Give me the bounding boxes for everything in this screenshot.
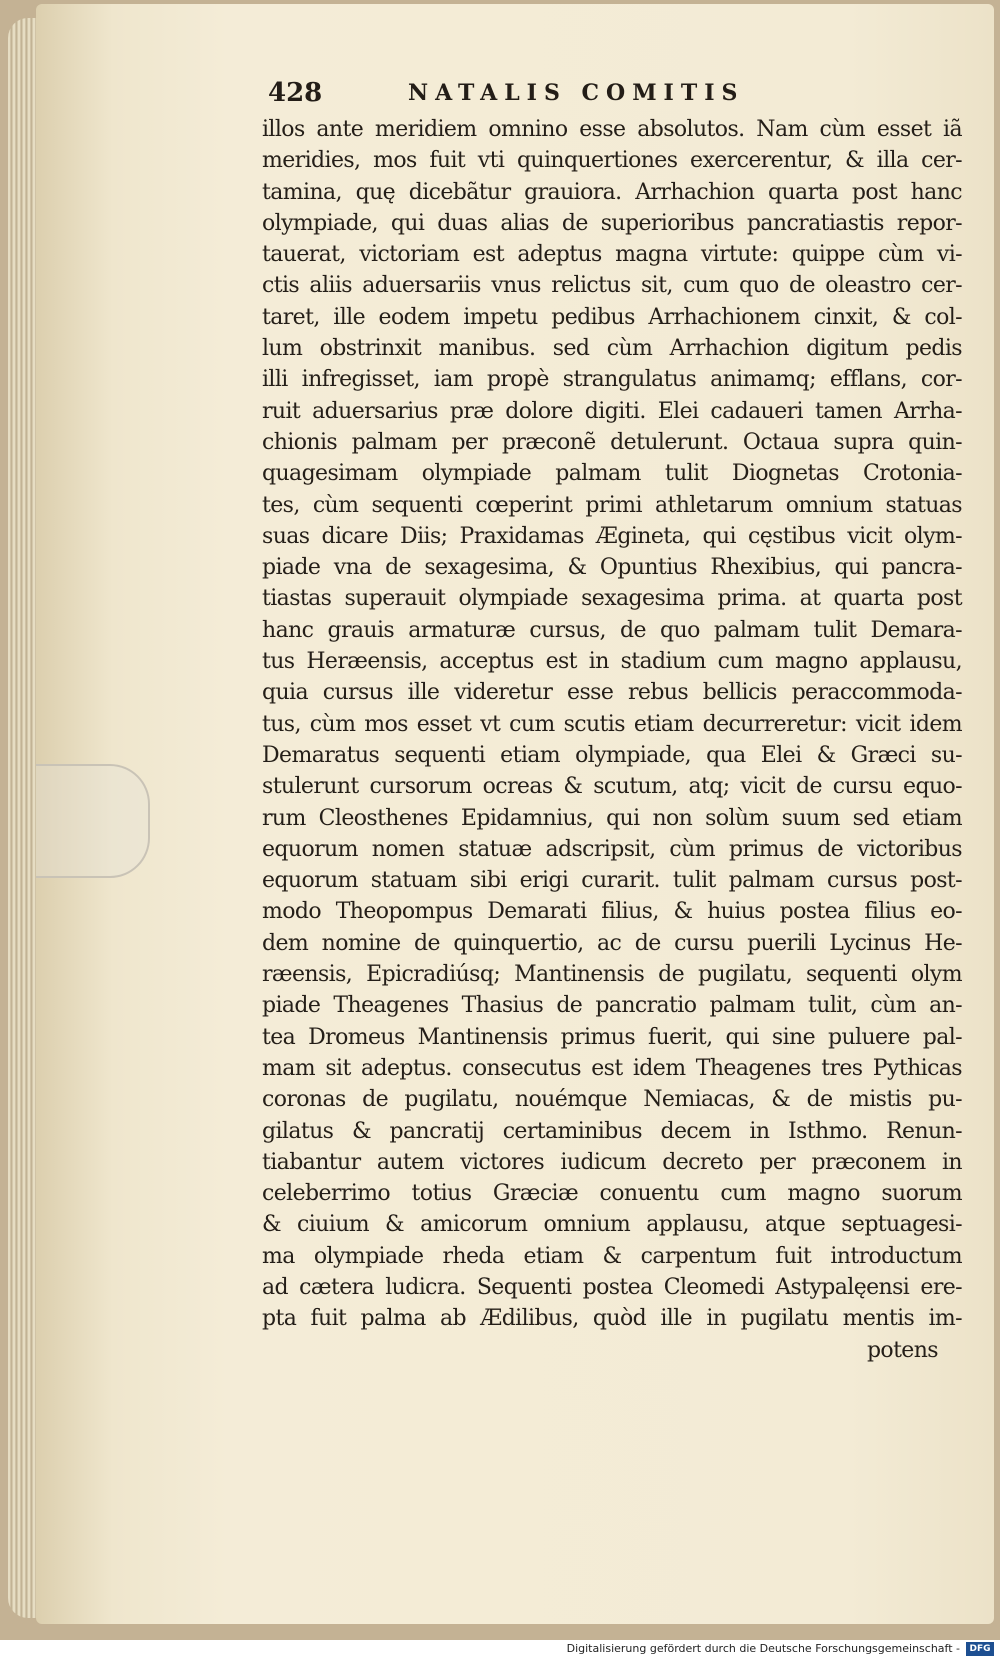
- text-line: celeberrimo totius Græciæ conuentu cum magno suorum: [262, 1181, 962, 1207]
- text-line: tauerat, victoriam est adeptus magna virtute: quippe cùm vi-: [262, 242, 962, 268]
- book-clip: [36, 764, 150, 878]
- catchword: potens: [866, 1337, 938, 1363]
- text-line: equorum nomen statuæ adscripsit, cùm primus de victoribus: [262, 836, 962, 862]
- text-line: dem nomine de quinquertio, ac de cursu puerili Lycinus He-: [262, 930, 962, 956]
- text-line: ruit aduersarius præ dolore digiti. Elei cadaueri tamen Arrha-: [262, 398, 962, 424]
- text-line: pta fuit palma ab Ædilibus, quòd ille in pugilatu mentis im-: [262, 1306, 962, 1332]
- folio-number: 428: [268, 78, 323, 108]
- text-line: tiastas superauit olympiade sexagesima prima. at quarta post: [262, 586, 962, 612]
- text-line: equorum statuam sibi erigi curarit. tulit palmam cursus post-: [262, 868, 962, 894]
- text-line: lum obstrinxit manibus. sed cùm Arrhachion digitum pedis: [262, 336, 962, 362]
- text-line: tus, cùm mos esset vt cum scutis etiam decurreretur: vicit idem: [262, 711, 962, 737]
- text-line: hanc grauis armaturæ cursus, de quo palmam tulit Demara-: [262, 617, 962, 643]
- text-line: tes, cùm sequenti cœperint primi athletarum omnium statuas: [262, 492, 962, 518]
- text-line: suas dicare Diis; Praxidamas Æginеta, qui cęstibus vicit olym-: [262, 523, 962, 549]
- footer-bar: [0, 1640, 1000, 1660]
- text-line: Demaratus sequenti etiam olympiade, qua Elei & Græci su-: [262, 742, 962, 768]
- text-line: tea Dromeus Mantinensis primus fuerit, qui sine puluere pal-: [262, 1024, 962, 1050]
- dfg-logo: DFG: [966, 1642, 994, 1656]
- text-line: mam sit adeptus. consecutus est idem Theagenes tres Pythicas: [262, 1055, 962, 1081]
- text-line: modo Theopompus Demarati filius, & huius postea filius eo-: [262, 899, 962, 925]
- text-line: rum Cleosthenes Epidamnius, qui non solùm suum sed etiam: [262, 805, 962, 831]
- text-line: & ciuium & amicorum omnium applausu, atque septuagesi-: [262, 1212, 962, 1238]
- text-line: tamina, quę dicebãtur grauiora. Arrhachion quarta post hanc: [262, 179, 962, 205]
- text-line: tiabantur autem victores iudicum decreto per præconem in: [262, 1149, 962, 1175]
- text-line: ræensis, Epicradiúsq; Mantinensis de pugilatu, sequenti olym: [262, 962, 962, 988]
- text-line: quia cursus ille videretur esse rebus bellicis peraccommoda-: [262, 680, 962, 706]
- funding-credit: Digitalisierung gefördert durch die Deutsche Forschungsgemeinschaft -: [566, 1642, 960, 1655]
- text-line: tus Heræensis, acceptus est in stadium cum magno applausu,: [262, 649, 962, 675]
- text-line: chionis palmam per præconẽ detulerunt. Octaua supra quin-: [262, 429, 962, 455]
- text-line: illi infregisset, iam propè strangulatus animamq; efflans, cor-: [262, 367, 962, 393]
- text-line: gilatus & pancratij certaminibus decem in Isthmo. Renun-: [262, 1118, 962, 1144]
- text-line: illos ante meridiem omnino esse absolutos. Nam cùm esset iã: [262, 117, 962, 142]
- text-line: taret, ille eodem impetu pedibus Arrhachionem cinxit, & col-: [262, 304, 962, 330]
- text-line: meridies, mos fuit vti quinquertiones exercerentur, & illa cer-: [262, 148, 962, 174]
- body-text: [262, 114, 962, 1366]
- text-line: ad cætera ludicra. Sequenti postea Cleomedi Astypalęensi ere-: [262, 1274, 962, 1300]
- page-header: [268, 78, 828, 112]
- text-line: olympiade, qui duas alias de superioribus pancratiastis repor-: [262, 210, 962, 236]
- text-line: quagesimam olympiade palmam tulit Diognetas Crotonia-: [262, 461, 962, 487]
- text-line: piade Theagenes Thasius de pancratio palmam tulit, cùm an-: [262, 993, 962, 1019]
- text-line: ctis aliis aduersariis vnus relictus sit, cum quo de oleastro cer-: [262, 273, 962, 299]
- text-line: coronas de pugilatu, nouémque Nemiacas, & de mistis pu-: [262, 1087, 962, 1113]
- text-line: piade vna de sexagesima, & Opuntius Rhexibius, qui pancra-: [262, 555, 962, 581]
- running-head: NATALIS COMITIS: [408, 80, 745, 106]
- text-line: ma olympiade rheda etiam & carpentum fuit introductum: [262, 1243, 962, 1269]
- text-line: stulerunt cursorum ocreas & scutum, atq; vicit de cursu equo-: [262, 774, 962, 800]
